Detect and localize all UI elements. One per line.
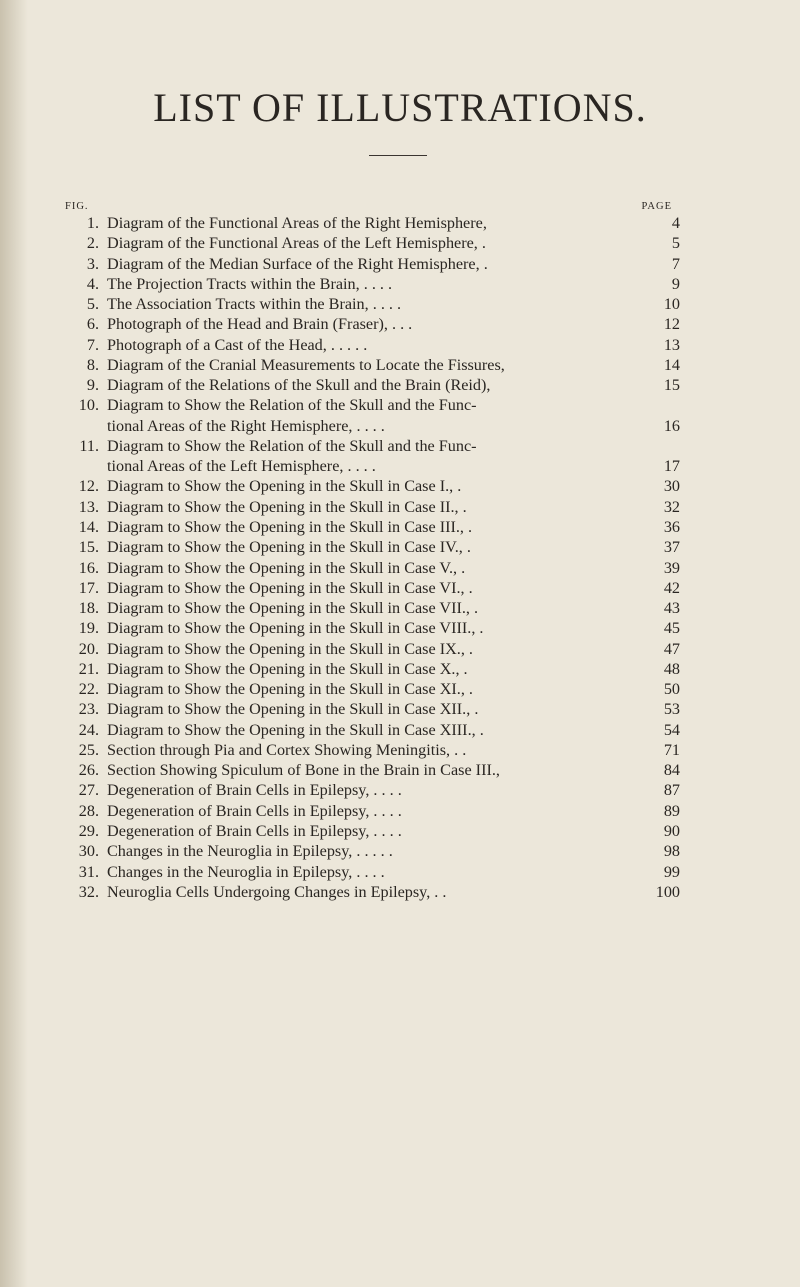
- figure-number: 32.: [78, 882, 99, 901]
- illustration-caption: Diagram to Show the Opening in the Skull in Case VIII., .: [107, 619, 484, 638]
- title-rule: [369, 155, 427, 156]
- figure-number: 31.: [78, 862, 99, 881]
- illustration-entry: [63, 618, 680, 638]
- page-number: 36: [663, 517, 680, 536]
- page-number: 99: [663, 862, 680, 881]
- figure-number: 17.: [78, 578, 99, 597]
- illustration-caption: Diagram of the Functional Areas of the Right Hemisphere,: [107, 214, 487, 232]
- illustration-entry: [63, 659, 680, 679]
- illustration-entry: [63, 578, 680, 598]
- illustration-entry: [63, 760, 680, 780]
- illustration-entry: [63, 558, 680, 578]
- figure-number: 12.: [78, 477, 99, 496]
- illustration-entry: [63, 335, 680, 355]
- illustration-entry: [63, 598, 680, 618]
- illustration-caption: tional Areas of the Left Hemisphere, . . . .: [107, 457, 376, 476]
- illustration-caption: Diagram of the Median Surface of the Right Hemisphere, .: [107, 254, 488, 273]
- illustration-entry: [63, 274, 680, 294]
- illustration-entry: [63, 436, 680, 477]
- illustration-entry: [63, 740, 680, 760]
- page-number: 15: [663, 376, 680, 395]
- figure-number: 19.: [78, 619, 99, 638]
- page-number: 90: [663, 821, 680, 840]
- figure-number: 15.: [78, 538, 99, 557]
- page-number: 37: [663, 538, 680, 557]
- illustration-entry: [63, 679, 680, 699]
- page-number: 87: [663, 781, 680, 800]
- illustration-caption: Neuroglia Cells Undergoing Changes in Epilepsy, . .: [107, 882, 447, 901]
- page-number: 17: [663, 457, 680, 476]
- figure-number: 10.: [78, 396, 99, 415]
- figure-number: 9.: [86, 376, 99, 395]
- illustration-entry: [63, 801, 680, 821]
- figure-number: 4.: [86, 274, 99, 293]
- illustration-entry: [63, 821, 680, 841]
- figure-number: 3.: [86, 254, 99, 273]
- illustration-caption: Diagram to Show the Opening in the Skull in Case IX., .: [107, 639, 473, 658]
- illustration-entry: [63, 395, 680, 436]
- illustration-caption: Diagram of the Functional Areas of the Left Hemisphere, .: [107, 234, 486, 253]
- figure-number: 20.: [78, 639, 99, 658]
- figure-number: 11.: [79, 436, 99, 455]
- illustration-entry: [63, 517, 680, 537]
- illustration-entry: [63, 294, 680, 314]
- figure-number: 24.: [78, 720, 99, 739]
- illustration-caption: tional Areas of the Right Hemisphere, . . . .: [107, 416, 385, 435]
- illustration-caption: Degeneration of Brain Cells in Epilepsy, . . . .: [107, 821, 402, 840]
- illustration-caption: Degeneration of Brain Cells in Epilepsy, . . . .: [107, 801, 402, 820]
- page-number: 13: [663, 335, 680, 354]
- page-edge-shadow: [0, 0, 28, 1287]
- illustration-caption: Section Showing Spiculum of Bone in the Brain in Case III.,: [107, 761, 500, 780]
- figure-number: 16.: [78, 558, 99, 577]
- figure-number: 13.: [78, 497, 99, 516]
- illustration-caption: Diagram to Show the Opening in the Skull in Case I., .: [107, 477, 462, 496]
- page-number: 43: [663, 599, 680, 618]
- figure-number: 29.: [78, 821, 99, 840]
- page-number: 30: [663, 477, 680, 496]
- illustration-caption: Changes in the Neuroglia in Epilepsy, . . . . .: [107, 842, 393, 861]
- fig-column-header: FIG.: [65, 201, 89, 212]
- illustration-caption: Diagram of the Cranial Measurements to Locate the Fissures,: [107, 355, 505, 374]
- illustration-caption: Photograph of the Head and Brain (Fraser), . . .: [107, 315, 413, 334]
- illustration-caption: Diagram to Show the Opening in the Skull in Case VI., .: [107, 578, 473, 597]
- illustration-caption: Diagram to Show the Opening in the Skull in Case V., .: [107, 558, 466, 577]
- figure-number: 5.: [86, 295, 99, 314]
- illustration-entry: [63, 497, 680, 517]
- illustration-caption: Diagram to Show the Opening in the Skull in Case X., .: [107, 659, 468, 678]
- figure-number: 26.: [78, 761, 99, 780]
- illustration-caption: Diagram to Show the Opening in the Skull in Case XI., .: [107, 680, 473, 699]
- page-number: 10: [663, 295, 680, 314]
- illustration-caption: Diagram of the Relations of the Skull and the Brain (Reid),: [107, 376, 491, 395]
- figure-number: 22.: [78, 680, 99, 699]
- illustration-entry: [63, 639, 680, 659]
- page-number: 71: [663, 740, 680, 759]
- illustration-entry: [63, 882, 680, 902]
- illustration-caption: Section through Pia and Cortex Showing Meningitis, . .: [107, 740, 467, 759]
- illustration-entry: [63, 699, 680, 719]
- page-title: LIST OF ILLUSTRATIONS.: [153, 85, 647, 130]
- illustration-entry: [63, 476, 680, 496]
- figure-number: 7.: [86, 335, 99, 354]
- page-number: 9: [671, 274, 680, 293]
- figure-number: 30.: [78, 842, 99, 861]
- page-number: 12: [663, 315, 680, 334]
- illustration-caption: Changes in the Neuroglia in Epilepsy, . . . .: [107, 862, 385, 881]
- illustration-entry: [63, 780, 680, 800]
- illustration-caption: The Projection Tracts within the Brain, . . . .: [107, 274, 393, 293]
- illustration-entry: [63, 862, 680, 882]
- illustration-caption: Diagram to Show the Opening in the Skull in Case XIII., .: [107, 720, 484, 739]
- illustration-caption: Diagram to Show the Opening in the Skull in Case II., .: [107, 497, 467, 516]
- figure-number: 2.: [86, 234, 99, 253]
- illustration-caption: Diagram to Show the Opening in the Skull in Case III., .: [107, 517, 473, 536]
- illustration-entry: [63, 720, 680, 740]
- page-number: 53: [663, 700, 680, 719]
- page-number: 7: [671, 254, 680, 273]
- illustration-entry: [63, 233, 680, 253]
- page-number: 45: [663, 619, 680, 638]
- illustration-caption: Degeneration of Brain Cells in Epilepsy, . . . .: [107, 781, 402, 800]
- illustration-entry: [63, 355, 680, 375]
- page-number: 47: [663, 639, 680, 658]
- figure-number: 1.: [86, 214, 99, 232]
- page-number: 5: [671, 234, 680, 253]
- page-number: 48: [663, 659, 680, 678]
- illustration-caption: Diagram to Show the Opening in the Skull in Case VII., .: [107, 599, 479, 618]
- page-number: 39: [663, 558, 680, 577]
- page-number: 42: [663, 578, 680, 597]
- illustration-caption: Diagram to Show the Opening in the Skull in Case IV., .: [107, 538, 471, 557]
- illustration-caption: The Association Tracts within the Brain, . . . .: [107, 295, 402, 314]
- figure-number: 25.: [78, 740, 99, 759]
- page-number: 32: [663, 497, 680, 516]
- illustration-entry: [63, 213, 680, 233]
- illustration-entry: [63, 841, 680, 861]
- figure-number: 27.: [78, 781, 99, 800]
- figure-number: 6.: [86, 315, 99, 334]
- page-column-header: PAGE: [641, 201, 672, 212]
- illustration-caption: Diagram to Show the Relation of the Skull and the Func-: [107, 436, 477, 455]
- figure-number: 21.: [78, 659, 99, 678]
- illustration-entry: [63, 375, 680, 395]
- figure-number: 23.: [78, 700, 99, 719]
- illustration-list: [63, 213, 680, 902]
- page-number: 16: [663, 416, 680, 435]
- page-number: 54: [663, 720, 680, 739]
- page-number: 14: [663, 355, 680, 374]
- figure-number: 28.: [78, 801, 99, 820]
- figure-number: 8.: [86, 355, 99, 374]
- page-number: 98: [663, 842, 680, 861]
- illustration-entry: [63, 254, 680, 274]
- illustration-entry: [63, 314, 680, 334]
- illustration-caption: Diagram to Show the Opening in the Skull in Case XII., .: [107, 700, 479, 719]
- page-number: 89: [663, 801, 680, 820]
- illustration-caption: Photograph of a Cast of the Head, . . . . .: [107, 335, 368, 354]
- illustration-entry: [63, 537, 680, 557]
- figure-number: 18.: [78, 599, 99, 618]
- illustration-caption: Diagram to Show the Relation of the Skull and the Func-: [107, 396, 477, 415]
- page-number: 84: [663, 761, 680, 780]
- page-number: 4: [671, 214, 680, 232]
- figure-number: 14.: [78, 517, 99, 536]
- page-number: 100: [655, 882, 680, 901]
- page-number: 50: [663, 680, 680, 699]
